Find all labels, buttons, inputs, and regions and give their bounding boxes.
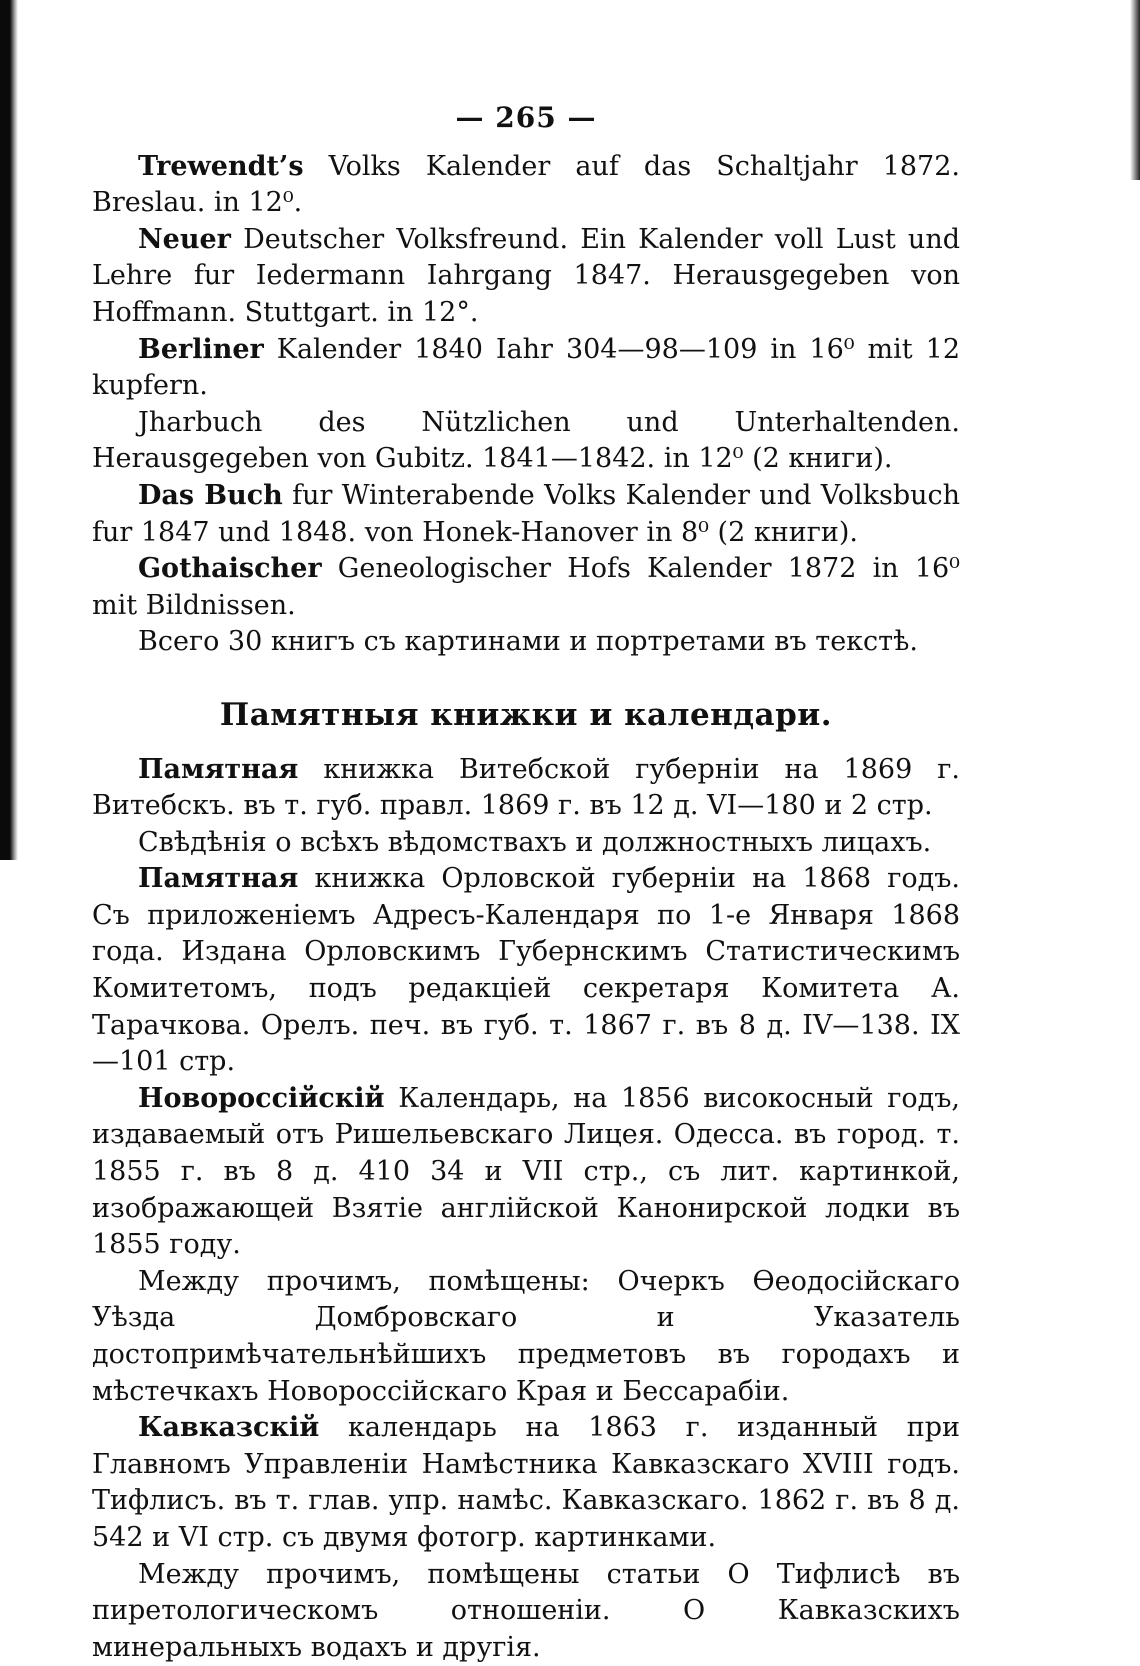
page-number: — 265 — [92,100,960,137]
total-line [92,624,960,661]
entry-lead: Кавказскій [138,1412,319,1443]
entry-lead: Новороссійскій [138,1083,385,1114]
entry-lead: Berliner [138,334,264,365]
list-item [92,222,960,332]
entry-text: Между прочимъ, помѣщены: Очеркъ Ѳеодосійскаго Уѣзда Домбровскаго и Указатель достопримѣчательнѣйшихъ предметовъ въ городахъ и мѣстечкахъ Новороссійскаго Края и Бессарабіи. [92,1266,960,1407]
list-item [92,825,960,862]
entry-lead: Gothaischer [138,553,322,584]
list-item [92,1081,960,1264]
entry-lead: Памятная [138,754,298,785]
entry-lead: Trewendt’s [138,151,304,182]
entry-lead: Neuer [138,224,231,255]
entry-text: Kalender 1840 Iahr 304—98—109 in 16⁰ mit 12 kupfern. [92,334,960,402]
list-item [92,861,960,1081]
section-heading: Памятныя книжки и календари. [92,697,960,734]
entry-text: Свѣдѣнія о всѣхъ вѣдомствахъ и должностныхъ лицахъ. [138,827,931,858]
list-item [92,149,960,222]
list-item [92,1557,960,1666]
scan-binding-shadow [0,0,18,860]
entry-lead: Памятная [138,863,298,894]
list-item [92,752,960,825]
entry-text: Volks Kalender auf das Schaltjahr 1872. Breslau. in 12⁰. [92,151,960,219]
entry-text: Календарь, на 1856 високосный годъ, издаваемый отъ Ришельевскаго Лицея. Одесса. въ город. т. 1855 г. въ 8 д. 410 34 и VII стр., съ лит. картинкой, изображающей Взятіе англійской Канонирской лодки въ 1855 году. [92,1083,960,1260]
entry-text: Между прочимъ, помѣщены статьи О Тифлисѣ въ пиретологическомъ отношеніи. О Кавказскихъ минеральныхъ водахъ и другія. [92,1559,960,1663]
list-item [92,1264,960,1410]
list-item [92,405,960,478]
german-calendar-list [92,149,960,661]
list-item [92,551,960,624]
entry-text: Geneologischer Hofs Kalender 1872 in 16⁰ mit Bildnissen. [92,553,960,621]
entry-text: Всего 30 книгъ съ картинами и портретами въ текстѣ. [138,626,918,657]
entry-text: fur Winterabende Volks Kalender und Volksbuch fur 1847 und 1848. von Honek-Hanover in 8⁰ (2 книги). [92,480,960,548]
entry-text: календарь на 1863 г. изданный при Главномъ Управленіи Намѣстника Кавказскаго XVIII годъ. Тифлисъ. въ т. глав. упр. намѣс. Кавказскаго. 1862 г. въ 8 д. 542 и VI стр. съ двумя фотогр. картинками. [92,1412,960,1553]
list-item [92,1410,960,1556]
list-item [92,478,960,551]
entry-text: Jharbuch des Nützlichen und Unterhaltenden. Herausgegeben von Gubitz. 1841—1842. in 12⁰ (2 книги). [92,407,960,475]
entry-text: книжка Витебской губерніи на 1869 г. Витебскъ. въ т. губ. правл. 1869 г. въ 12 д. VI—180 и 2 стр. [92,754,960,822]
entry-text: Deutscher Volksfreund. Ein Kalender voll Lust und Lehre fur Iedermann Iahrgang 1847. Herausgegeben von Hoffmann. Stuttgart. in 12°. [92,224,960,328]
entry-text: книжка Орловской губерніи на 1868 годъ. Съ приложеніемъ Адресъ-Календаря по 1-е Января 1868 года. Издана Орловскимъ Губернскимъ Статистическимъ Комитетомъ, подъ редакціей секретаря Комитета А. Тарачкова. Орелъ. печ. въ губ. т. 1867 г. въ 8 д. IV—138. IX—101 стр. [92,863,960,1077]
entry-lead: Das Buch [138,480,283,511]
list-item [92,332,960,405]
scan-edge-shadow [1130,0,1140,180]
book-page [92,100,960,1666]
russian-calendar-list [92,752,960,1666]
